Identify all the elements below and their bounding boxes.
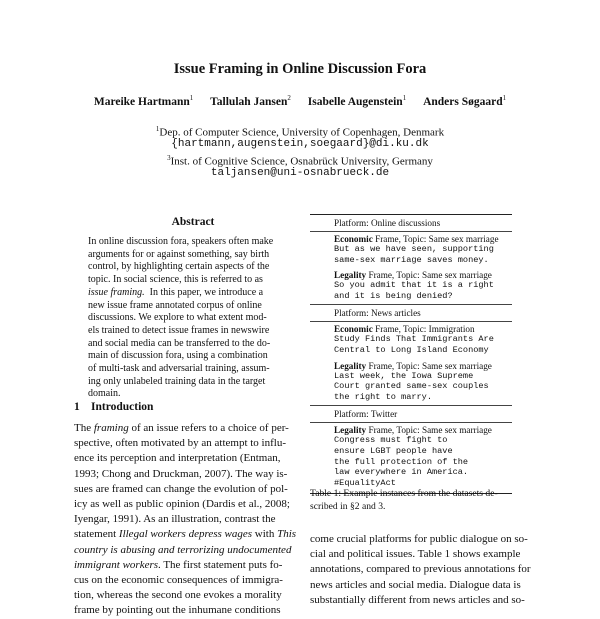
author: Mareike Hartmann$^1$ bbox=[93, 94, 194, 108]
table-example bbox=[310, 359, 512, 406]
affiliation-2-email: taljansen@uni-osnabrueck.de bbox=[210, 167, 390, 179]
body-line: country is abusing and terrorizing undocumented bbox=[74, 543, 292, 556]
abstract-line: and social media can be transferred to the do- bbox=[88, 337, 271, 349]
body-line: ence its perception and interpretation (Entman, bbox=[74, 452, 281, 465]
example-text: So you admit that it is a right and it is being denied? bbox=[334, 280, 494, 301]
abstract-line: arguments for or against something, say birth bbox=[88, 248, 270, 260]
caption-line: scribed in §2 and 3. bbox=[310, 501, 386, 512]
section-heading: 1 Introduction bbox=[74, 401, 154, 413]
table-example bbox=[310, 322, 512, 358]
body-line: immigrant workers. The first statement puts fo- bbox=[74, 558, 283, 571]
abstract-line: discussions. We explore to what extent mod- bbox=[88, 312, 267, 324]
table-example bbox=[310, 268, 512, 304]
platform-header: Platform: Online discussions bbox=[310, 215, 512, 232]
body-line: substantially different from news articles and so- bbox=[310, 593, 525, 606]
right-column-text bbox=[310, 532, 532, 608]
body-line: cus on the economic consequences of immigra- bbox=[74, 574, 283, 587]
body-line: cial and political issues. Table 1 shows example bbox=[310, 548, 521, 561]
abstract-line: domain. bbox=[88, 388, 121, 400]
platform-header: Platform: Twitter bbox=[310, 405, 512, 423]
example-text: Congress must fight to ensure LGBT people have the full protection of the law everywhere in America. #EqualityAct bbox=[334, 435, 469, 488]
example-label: Legality Frame, Topic: Same sex marriage bbox=[334, 270, 492, 281]
example-text: But as we have seen, supporting same-sex marriage saves money. bbox=[334, 244, 494, 265]
table-example bbox=[310, 232, 512, 268]
example-label: Economic Frame, Topic: Immigration bbox=[334, 324, 475, 335]
author-list bbox=[0, 94, 600, 108]
body-line: statement Illegal workers depress wages with This bbox=[74, 528, 297, 541]
body-line: come crucial platforms for public dialogue on so- bbox=[310, 533, 528, 545]
affiliation-2: $^3$Inst. of Cognitive Science, Osnabrück University, Germany bbox=[167, 154, 433, 168]
abstract-text bbox=[88, 236, 300, 401]
example-label: Economic Frame, Topic: Same sex marriage bbox=[334, 234, 499, 244]
abstract-line: main of discussion fora, using a combination bbox=[88, 350, 268, 362]
caption-line: Table 1: Example instances from the datasets de- bbox=[310, 488, 498, 499]
body-line: spective, often motivated by an attempt to influ- bbox=[74, 437, 286, 450]
abstract-line: ing only unlabeled training data in the target bbox=[88, 375, 266, 387]
abstract-line: els trained to detect issue frames in newswire bbox=[88, 324, 270, 336]
body-line: tion, whereas the second one evokes a morality bbox=[74, 589, 282, 602]
example-label: Legality Frame, Topic: Same sex marriage bbox=[334, 425, 492, 436]
body-line: icy as well as public opinion (Dardis et al., 2008; bbox=[74, 498, 290, 511]
affiliation-1: $^1$Dep. of Computer Science, University of Copenhagen, Denmark bbox=[155, 125, 445, 139]
body-line: news articles and social media. Dialogue data is bbox=[310, 578, 521, 591]
abstract-line: control, by highlighting certain aspects of the bbox=[88, 261, 270, 273]
body-line: frame by pointing out the inhumane conditions bbox=[74, 604, 281, 617]
example-label: Legality Frame, Topic: Same sex marriage bbox=[334, 360, 492, 371]
abstract-line: new issue frame annotated corpus of online bbox=[88, 299, 262, 311]
author: Isabelle Augenstein$^1$ bbox=[307, 94, 407, 108]
example-text: Study Finds That Immigrants Are Central to Long Island Economy bbox=[334, 334, 494, 355]
body-line: The framing of an issue refers to a choice of per- bbox=[74, 422, 289, 434]
affiliation-1-email: {hartmann,augenstein,soegaard}@di.ku.dk bbox=[171, 138, 429, 150]
platform-header: Platform: News articles bbox=[310, 304, 512, 322]
body-line: sues are framed can change the evolution of pol- bbox=[74, 482, 288, 495]
body-line: Iyengar, 1991). As an illustration, contrast the bbox=[74, 513, 276, 526]
abstract-line: of multi-task and adversarial training, assum- bbox=[88, 363, 270, 375]
intro-text bbox=[74, 421, 314, 619]
abstract-line: In online discussion fora, speakers often make bbox=[88, 236, 274, 247]
table-1 bbox=[310, 214, 512, 494]
author: Anders Søgaard$^1$ bbox=[423, 94, 507, 108]
body-line: 1993; Chong and Druckman, 2007). The way is- bbox=[74, 467, 288, 480]
table-caption bbox=[310, 487, 532, 513]
example-text: Last week, the Iowa Supreme Court granted same-sex couples the right to marry. bbox=[334, 370, 489, 402]
abstract-line: topic. In social science, this is referred to as bbox=[88, 274, 263, 286]
abstract-heading: Abstract bbox=[171, 216, 215, 228]
author: Tallulah Jansen$^2$ bbox=[210, 94, 291, 108]
paper-title: Issue Framing in Online Discussion Fora bbox=[173, 61, 427, 77]
table-example bbox=[310, 423, 512, 491]
body-line: annotations, compared to previous annotations for bbox=[310, 563, 531, 576]
abstract-line: issue framing. In this paper, we introduce a bbox=[88, 286, 264, 298]
